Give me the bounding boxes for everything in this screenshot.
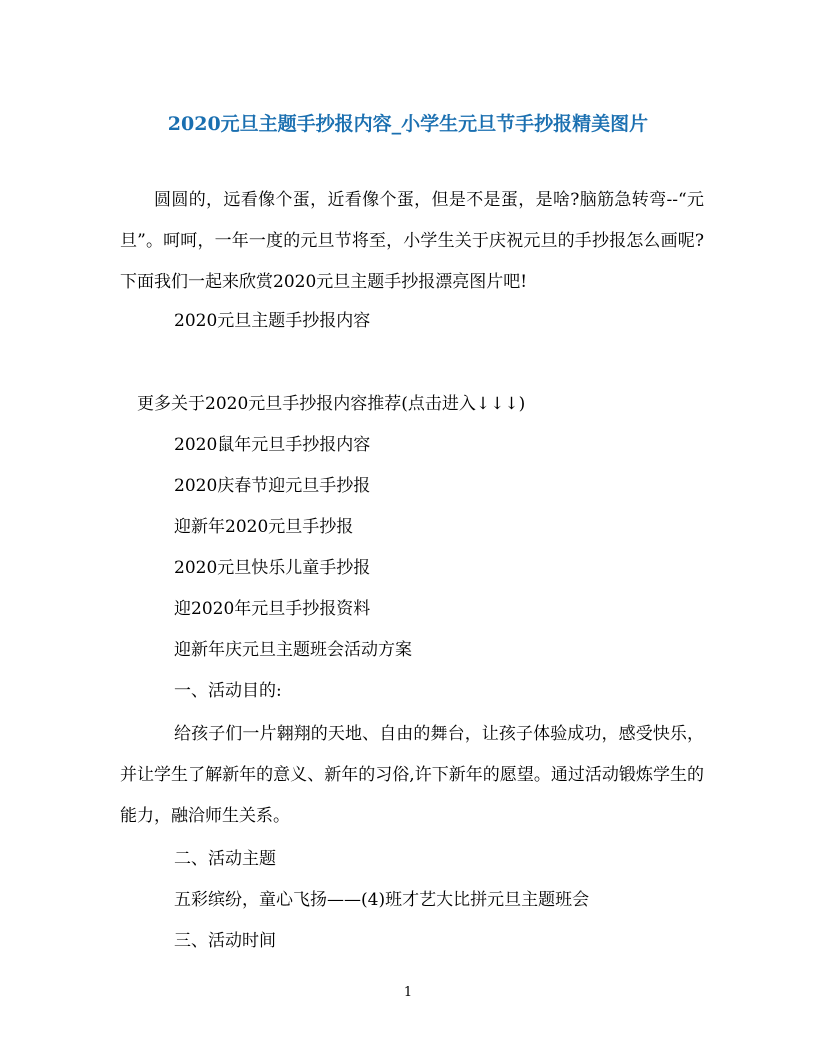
- recommend-link-4[interactable]: 2020元旦快乐儿童手抄报: [174, 558, 371, 578]
- recommend-link-5[interactable]: 迎2020年元旦手抄报资料: [174, 599, 371, 619]
- activity-goal-heading: 一、活动目的:: [174, 681, 282, 701]
- activity-time-heading: 三、活动时间: [174, 931, 276, 951]
- intro-paragraph: 圆圆的，远看像个蛋，近看像个蛋，但是不是蛋，是啥?脑筋急转弯--“元旦”。呵呵，一年一度的元旦节将至，小学生关于庆祝元旦的手抄报怎么画呢?下面我们一起来欣赏2020元旦主题手抄报漂亮图片吧!: [120, 190, 704, 292]
- document-title: 2020元旦主题手抄报内容_小学生元旦节手抄报精美图片: [167, 113, 649, 135]
- recommend-link-3[interactable]: 迎新年2020元旦手抄报: [174, 517, 354, 537]
- page-number: 1: [403, 985, 413, 1000]
- recommend-link-1[interactable]: 2020鼠年元旦手抄报内容: [174, 435, 371, 455]
- recommend-link-2[interactable]: 2020庆春节迎元旦手抄报: [174, 476, 371, 496]
- plan-title: 迎新年庆元旦主题班会活动方案: [174, 640, 412, 660]
- activity-theme-heading: 二、活动主题: [174, 849, 276, 869]
- activity-theme-text: 五彩缤纷，童心飞扬——(4)班才艺大比拼元旦主题班会: [174, 890, 590, 910]
- section-heading: 2020元旦主题手抄报内容: [174, 311, 371, 331]
- activity-goal-paragraph: 给孩子们一片翱翔的天地、自由的舞台，让孩子体验成功，感受快乐，并让学生了解新年的意义、新年的习俗,许下新年的愿望。通过活动锻炼学生的能力，融洽师生关系。: [120, 724, 704, 826]
- more-recommend-text: 更多关于2020元旦手抄报内容推荐(点击进入↓↓↓): [137, 394, 526, 414]
